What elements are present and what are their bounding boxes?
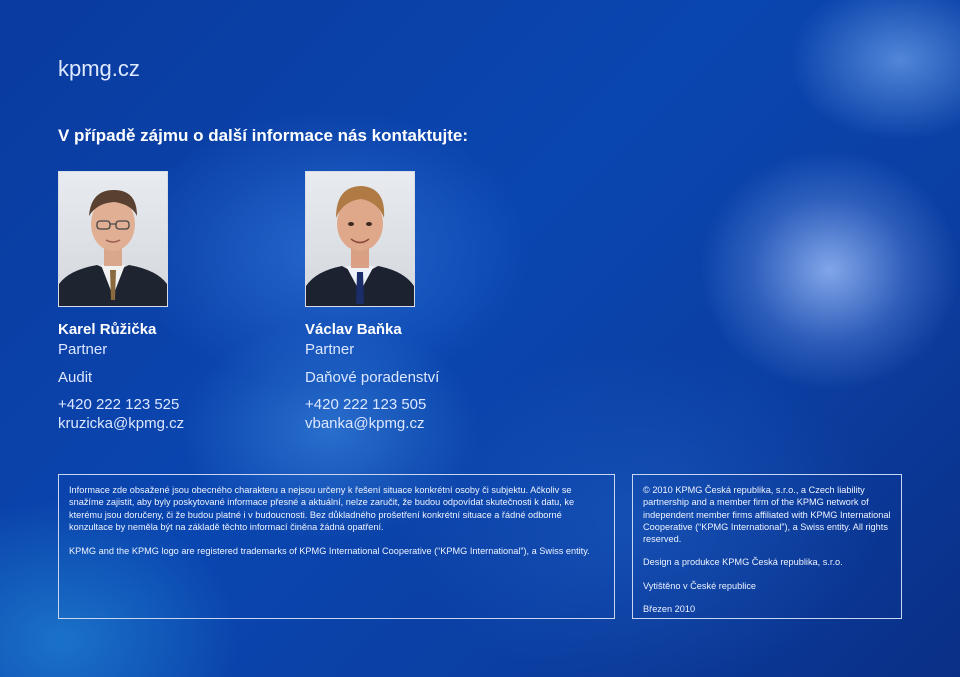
portrait-photo-1: [58, 171, 168, 307]
contact-role: Partner: [305, 341, 355, 358]
contact-department: Daňové poradenství: [305, 369, 440, 386]
contact-card-2: [305, 321, 439, 432]
disclaimer-box: [58, 474, 615, 619]
contact-phone[interactable]: +420 222 123 505: [305, 396, 427, 413]
contact-headline: V případě zájmu o další informace nás kontaktujte:: [58, 126, 468, 145]
contact-phone[interactable]: +420 222 123 525: [58, 396, 180, 413]
design-credit: Design a produkce KPMG Česká republika, s.r.o.: [643, 557, 843, 568]
trademark-text: KPMG and the KPMG logo are registered trademarks of KPMG International Cooperative (“KPMG International”), a Swiss entity.: [69, 546, 590, 557]
legal-box: [632, 474, 902, 619]
disclaimer-text: Informace zde obsažené jsou obecného charakteru a nejsou určeny k řešení situace konkrétní osoby či subjektu. Ačkoliv se snažíme zajistit, aby byly poskytované informace přesné a aktuální, nelze zaručit, že budou odpovídat skutečnosti k datu, ke kterému jsou doručeny, či že budou platné i v budoucnosti. Bez důkladného prošetření konkrétní situace a řádné odborné konzultace by neměla být na základě těchto informací činěna žádná opatření.: [69, 485, 575, 532]
publication-date: Březen 2010: [643, 604, 696, 615]
contact-card-1: [58, 321, 184, 432]
portrait-photo-2: [305, 171, 415, 307]
contact-email[interactable]: vbanka@kpmg.cz: [305, 415, 425, 432]
contact-role: Partner: [58, 341, 108, 358]
contact-name: Karel Růžička: [58, 321, 157, 338]
contact-name: Václav Baňka: [305, 321, 402, 338]
contact-email[interactable]: kruzicka@kpmg.cz: [58, 415, 185, 432]
site-url[interactable]: kpmg.cz: [58, 56, 140, 81]
copyright-text: © 2010 KPMG Česká republika, s.r.o., a Czech liability partnership and a member firm of the KPMG network of independent member firms affiliated with KPMG International Cooperative (“KPMG International”), a Swiss entity. All rights reserved.: [643, 485, 891, 545]
printed-in: Vytištěno v České republice: [643, 580, 757, 591]
contact-department: Audit: [58, 369, 93, 386]
